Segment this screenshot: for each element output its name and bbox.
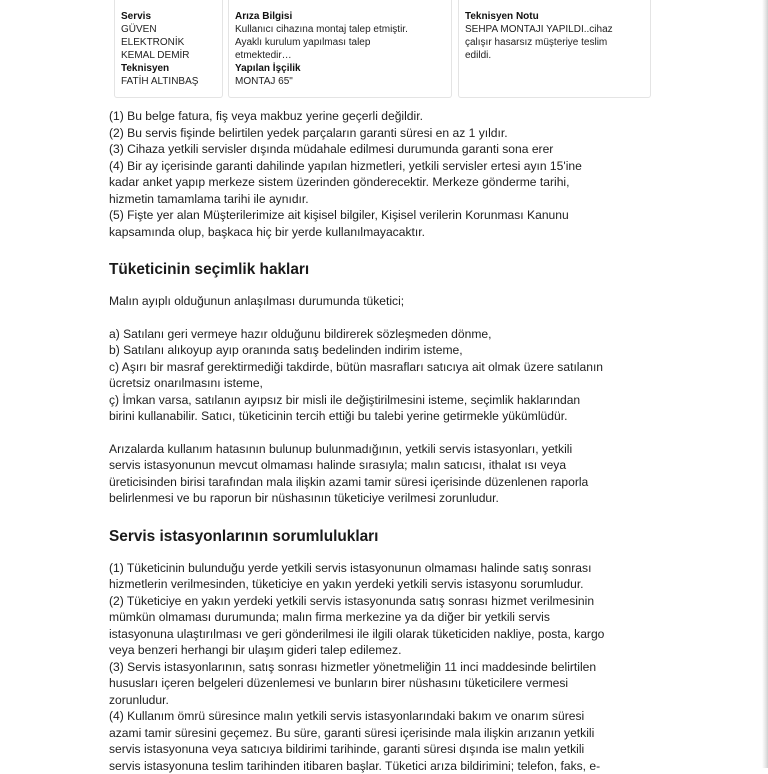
consumer-rights-closing: Arızalarda kullanım hatasının bulunup bulunmadığının, yetkili servis istasyonları, yetkili servis istasyonunun mevcut olmaması halinde sırasıyla; malın satıcısı, ithalat ısı veya üreticisinden birisi tarafından mala ilişkin azami tamir süresi içerisinde düzenlenen raporla belirlenmesi ve bu raporun bir nüshasının tüketiciye verilmesi zorunludur. [109, 441, 657, 507]
technician-value: FATİH ALTINBAŞ [121, 75, 216, 88]
service-duties-heading: Servis istasyonlarının sorumlulukları [109, 527, 657, 547]
service-value: GÜVEN ELEKTRONİK KEMAL DEMİR [121, 23, 216, 62]
consumer-rights-heading: Tüketicinin seçimlik hakları [109, 260, 657, 280]
technician-note-card [458, 0, 651, 98]
service-card [114, 0, 223, 98]
page-edge-shadow [762, 0, 768, 768]
fault-value: Kullanıcı cihazına montaj talep etmiştir. Ayaklı kurulum yapılması talep etmektedir… [235, 23, 445, 62]
consumer-rights-intro: Malın ayıplı olduğunun anlaşılması durumunda tüketici; [109, 293, 657, 310]
service-label: Servis [121, 10, 216, 23]
technician-label: Teknisyen [121, 62, 216, 75]
fault-label: Arıza Bilgisi [235, 10, 445, 23]
technician-note-value: SEHPA MONTAJI YAPILDI..cihaz çalışır hasarsız müşteriye teslim edildi. [465, 23, 644, 62]
fault-card [228, 0, 452, 98]
notes-list: (1) Bu belge fatura, fiş veya makbuz yerine geçerli değildir. (2) Bu servis fişinde belirtilen yedek parçaların garanti süresi en az 1 yıldır. (3) Cihaza yetkili servisler dışında müdahale edilmesi durumunda garanti sona erer (4) Bir ay içerisinde garanti dahilinde yapılan hizmetleri, yetkili servisler ertesi ayın 15'ine kadar anket yapıp merkeze sistem üzerinden gönderecektir. Merkeze gönderme tarihi, hizmetin tamamlama tarihi ile aynıdır. (5) Fişte yer alan Müşterilerimize ait kişisel bilgiler, Kişisel verilerin Korunması Kanunu kapsamında olup, başkaca hiç bir yerde kullanılmayacaktır. [109, 108, 657, 240]
consumer-rights-options: a) Satılanı geri vermeye hazır olduğunu bildirerek sözleşmeden dönme, b) Satılanı alıkoyup ayıp oranında satış bedelinden indirim isteme, c) Aşırı bir masraf gerektirmediği takdirde, bütün masrafları satıcıya ait olmak üzere satılanın ücretsiz onarılmasını isteme, ç) İmkan varsa, satılanın ayıpsız bir misli ile değiştirilmesini isteme, seçimlik haklarından birini kullanabilir. Satıcı, tüketicinin tercih ettiği bu talebi yerine getirmekle yükümlüdür. [109, 326, 657, 425]
work-label: Yapılan İşçilik [235, 62, 445, 75]
technician-note-label: Teknisyen Notu [465, 10, 644, 23]
service-duties-text: (1) Tüketicinin bulunduğu yerde yetkili servis istasyonunun olmaması halinde satış sonrası hizmetlerin verilmesinden, tüketiciye en yakın yerdeki yetkili servis istasyonu sorumludur. (2) Tüketiciye en yakın yerdeki yetkili servis istasyonunda satış sonrası hizmet verilmesinin mümkün olmaması durumunda; malın firma merkezine ya da diğer bir yetkili servis istasyonuna ulaştırılması ve geri gönderilmesi ile ilgili olarak tüketiciden nakliye, posta, kargo veya benzeri herhangi bir ulaşım gideri talep edilemez. (3) Servis istasyonlarının, satış sonrası hizmetler yönetmeliğin 11 inci maddesinde belirtilen hususları içeren belgeleri düzenlemesi ve bunların birer nüshasını tüketicilere vermesi zorunludur. (4) Kullanım ömrü süresince malın yetkili servis istasyonlarındaki bakım ve onarım süresi azami tamir süresini geçemez. Bu süre, garanti süresi içerisinde mala ilişkin arızanın yetkili servis istasyonuna veya satıcıya bildirimi tarihinde, garanti süresi dışında ise malın yetkili servis istasyonuna teslim tarihinden itibaren başlar. Tüketici arıza bildirimini; telefon, faks, e- [109, 560, 657, 774]
info-cards [0, 0, 768, 104]
work-value: MONTAJ 65" [235, 75, 445, 88]
document-body [109, 108, 657, 774]
